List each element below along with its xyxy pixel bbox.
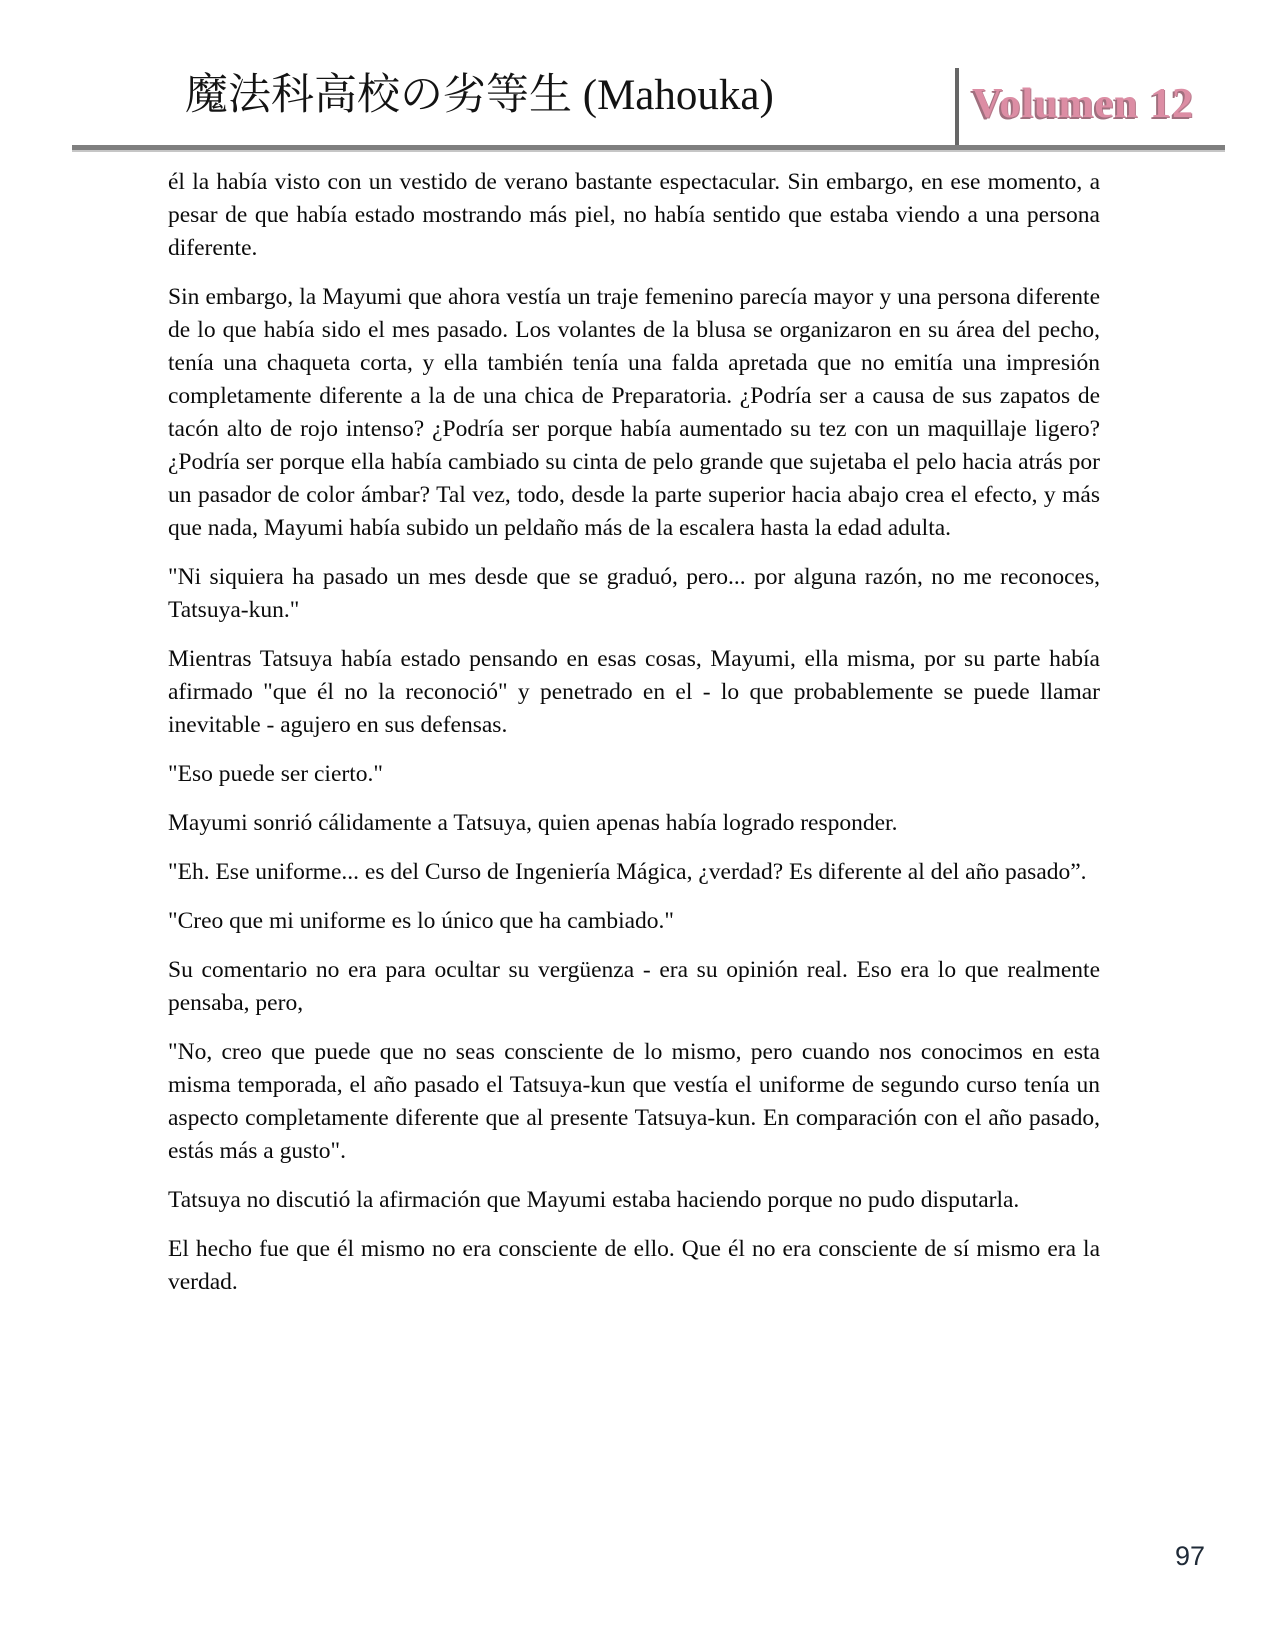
body-paragraph: Mientras Tatsuya había estado pensando en esas cosas, Mayumi, ella misma, por su parte había afirmado "que él no la reconoció" y penetrado en el - lo que probablemente se puede llamar inevitable - agujero en sus defensas.: [168, 646, 1100, 738]
page-header: [0, 0, 1275, 152]
body-text: [168, 166, 1100, 1315]
body-paragraph: Tatsuya no discutió la afirmación que Mayumi estaba haciendo porque no pudo disputarla.: [168, 1187, 1020, 1213]
body-paragraph: "No, creo que puede que no seas consciente de lo mismo, pero cuando nos conocimos en esta misma temporada, el año pasado el Tatsuya-kun que vestía el uniforme de segundo curso tenía un aspecto completamente diferente que al presente Tatsuya-kun. En comparación con el año pasado, estás más a gusto".: [168, 1039, 1100, 1164]
header-rule: [72, 145, 1225, 152]
volume-label: Volumen 12: [972, 81, 1194, 127]
body-paragraph: "Ni siquiera ha pasado un mes desde que se graduó, pero... por alguna razón, no me reconoces, Tatsuya-kun.": [168, 564, 1100, 623]
body-paragraph: "Eh. Ese uniforme... es del Curso de Ingeniería Mágica, ¿verdad? Es diferente al del año pasado”.: [168, 859, 1087, 885]
body-paragraph: él la había visto con un vestido de verano bastante espectacular. Sin embargo, en ese momento, a pesar de que había estado mostrando más piel, no había sentido que estaba viendo a una persona diferente.: [168, 169, 1100, 261]
body-paragraph: "Eso puede ser cierto.": [168, 761, 383, 787]
body-paragraph: Su comentario no era para ocultar su vergüenza - era su opinión real. Eso era lo que realmente pensaba, pero,: [168, 957, 1100, 1016]
body-paragraph: Mayumi sonrió cálidamente a Tatsuya, quien apenas había logrado responder.: [168, 810, 898, 836]
body-paragraph: Sin embargo, la Mayumi que ahora vestía un traje femenino parecía mayor y una persona diferente de lo que había sido el mes pasado. Los volantes de la blusa se organizaron en su área del pecho, tenía una chaqueta corta, y ella también tenía una falda apretada que no emitía una impresión completamente diferente a la de una chica de Preparatoria. ¿Podría ser a causa de sus zapatos de tacón alto de rojo intenso? ¿Podría ser porque había aumentado su tez con un maquillaje ligero? ¿Podría ser porque ella había cambiado su cinta de pelo grande que sujetaba el pelo hacia atrás por un pasador de color ámbar? Tal vez, todo, desde la parte superior hacia abajo crea el efecto, y más que nada, Mayumi había subido un peldaño más de la escalera hasta la edad adulta.: [168, 284, 1100, 541]
header-divider: [955, 68, 959, 147]
body-paragraph: "Creo que mi uniforme es lo único que ha cambiado.": [168, 908, 675, 934]
book-title: 魔法科高校の劣等生 (Mahouka): [185, 72, 774, 119]
body-paragraph: El hecho fue que él mismo no era consciente de ello. Que él no era consciente de sí mismo era la verdad.: [168, 1236, 1100, 1295]
page-number: 97: [1174, 1541, 1205, 1571]
